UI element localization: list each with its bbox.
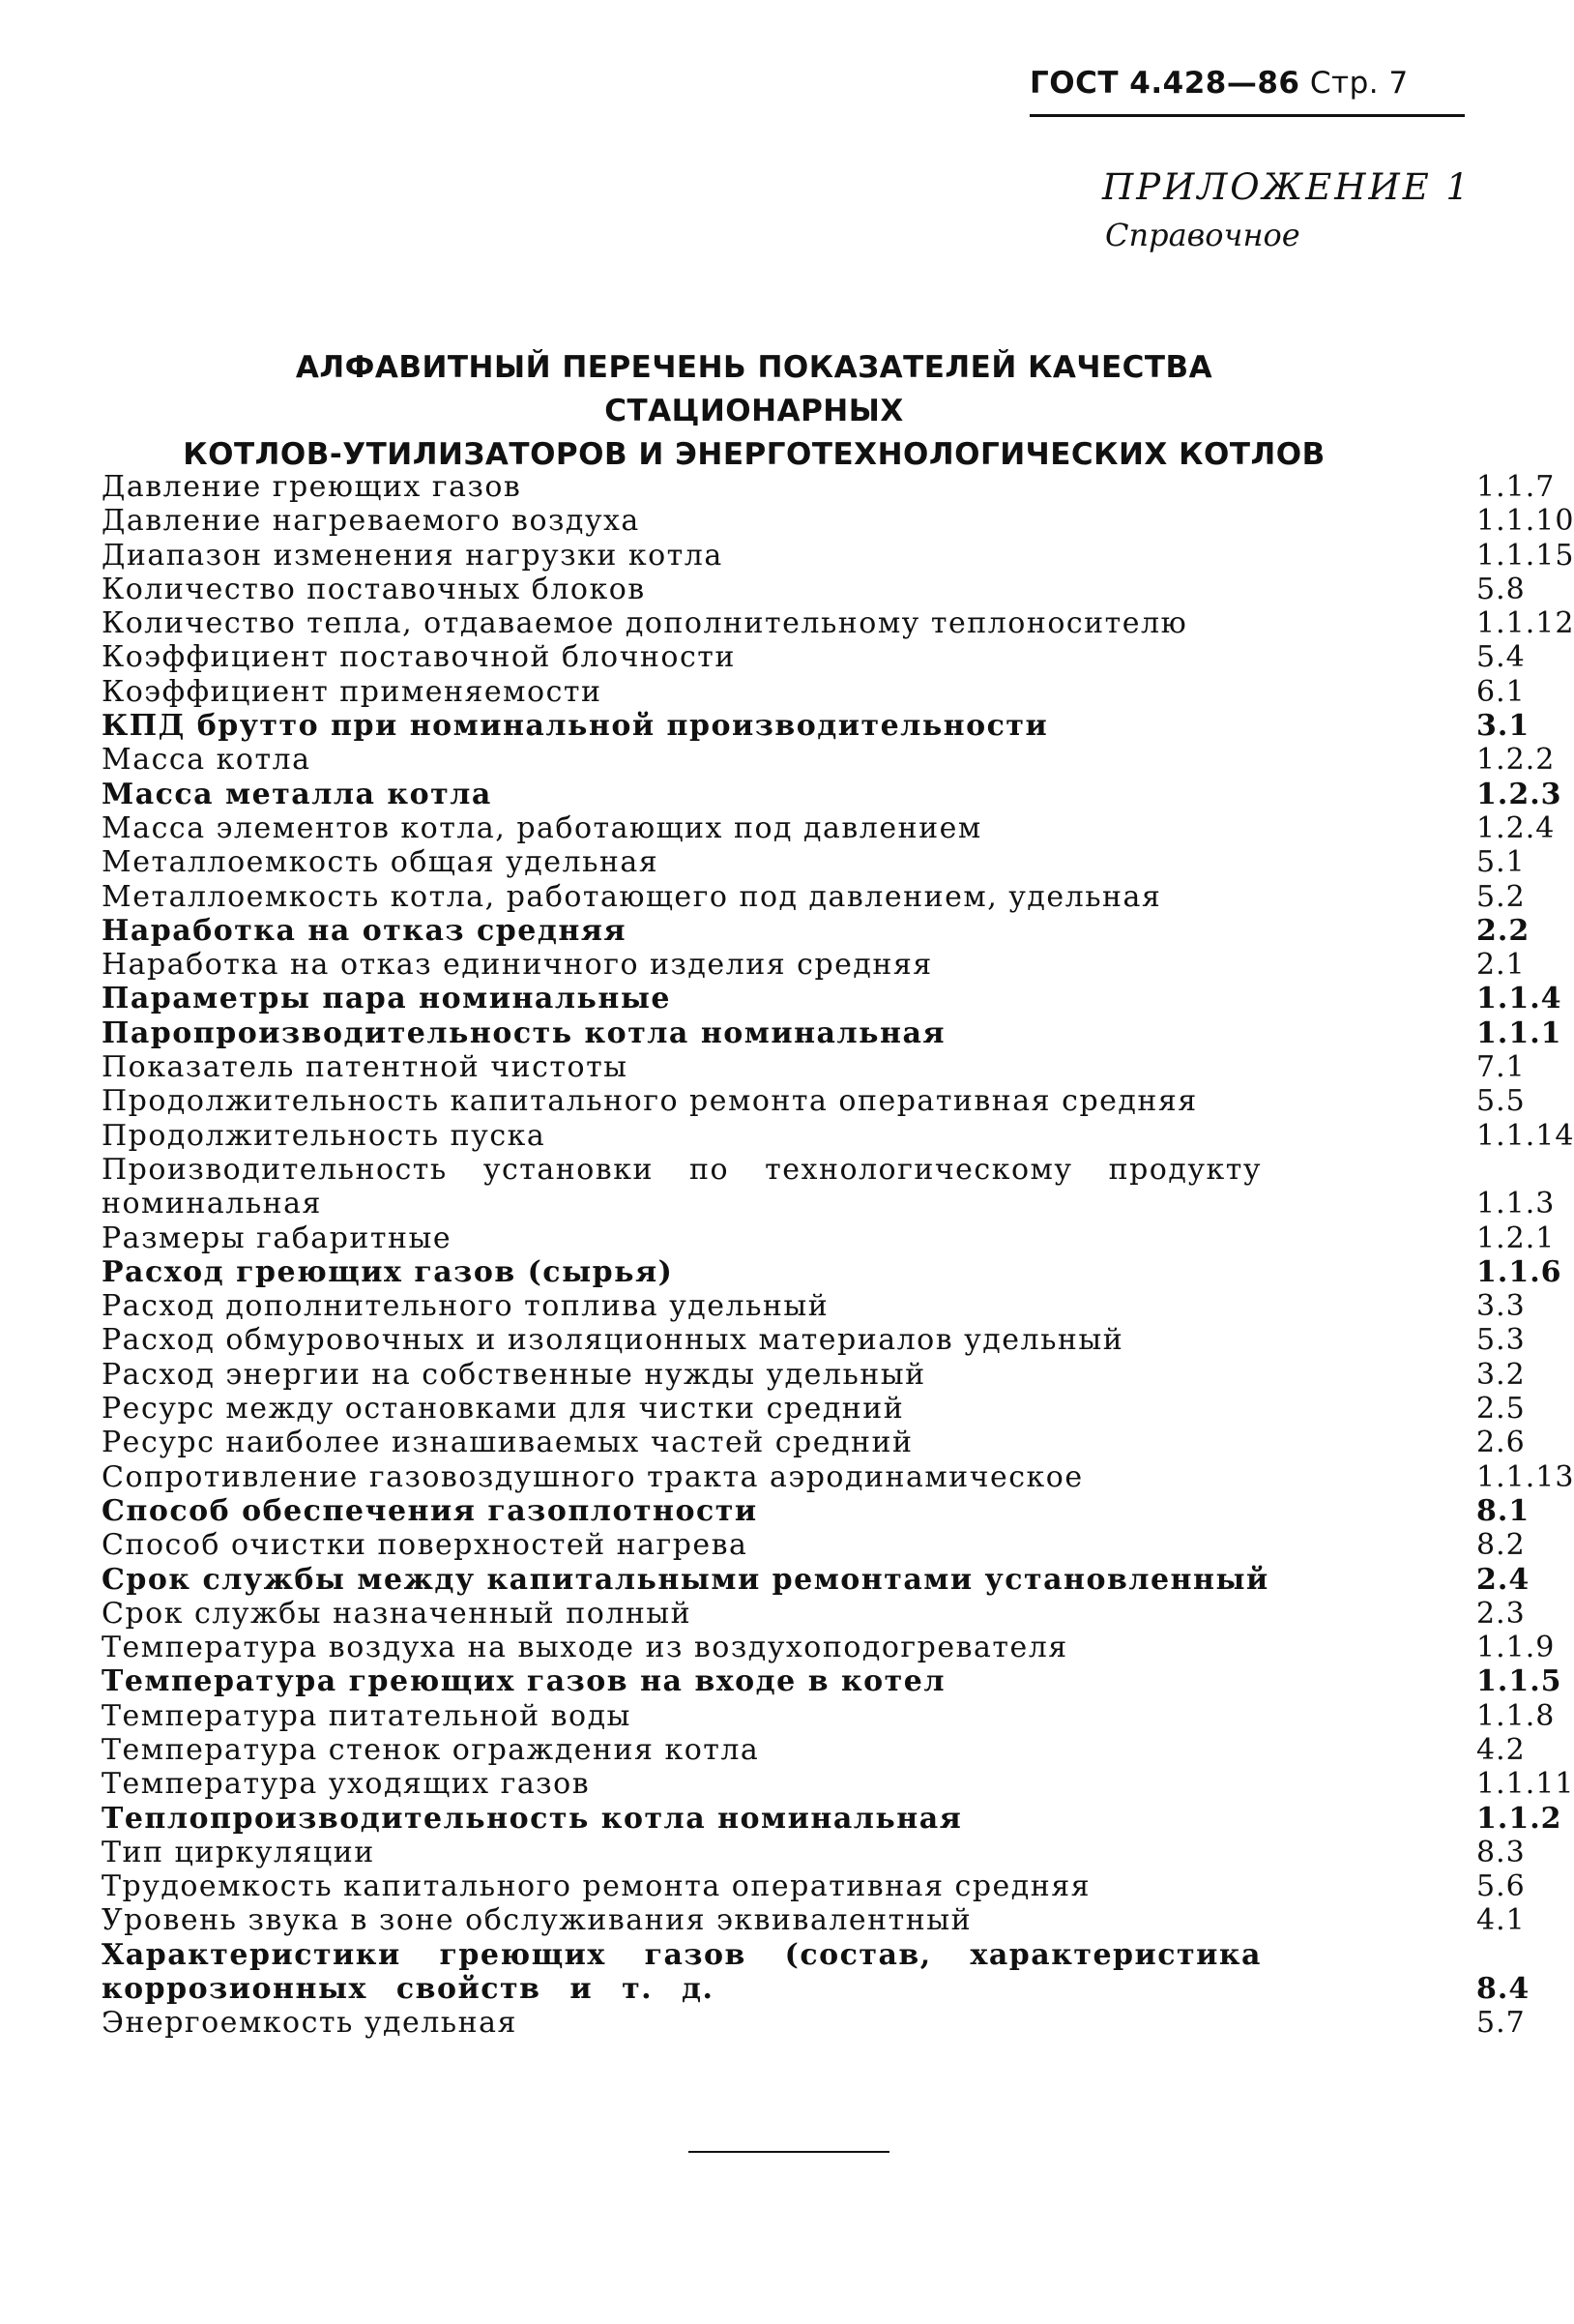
entry-term: Ресурс между остановками для чистки средний <box>102 1392 905 1427</box>
index-entry <box>102 1084 1526 1119</box>
index-list <box>102 470 1574 2041</box>
entry-term: Масса металла котла <box>102 777 492 811</box>
entry-term: Давление греющих газов <box>102 470 522 504</box>
entry-ref: 1.1.12 <box>1476 606 1574 641</box>
entry-term: Температура уходящих газов <box>102 1767 591 1802</box>
entry-term: Давление нагреваемого воздуха <box>102 504 640 539</box>
entry-ref: 5.3 <box>1476 1323 1526 1358</box>
entry-term: Продолжительность капитального ремонта оперативная средняя <box>102 1084 1198 1119</box>
index-entry <box>102 1357 1526 1392</box>
entry-term: Температура греющих газов на входе в котел <box>102 1664 946 1699</box>
entry-term: Сопротивление газовоздушного тракта аэродинамическое <box>102 1459 1084 1494</box>
index-entry <box>102 1562 1530 1597</box>
index-entry <box>102 845 1526 880</box>
index-entry <box>102 982 1562 1016</box>
index-entry <box>102 1426 1526 1460</box>
entry-ref: 1.1.3 <box>1476 1187 1556 1221</box>
index-entry <box>102 538 1574 573</box>
index-entry <box>102 1392 1526 1427</box>
entry-term: Масса элементов котла, работающих под давлением <box>102 810 982 845</box>
entry-term: Наработка на отказ единичного изделия средняя <box>102 948 933 983</box>
index-entry <box>102 1732 1526 1767</box>
entry-ref: 1.1.9 <box>1476 1631 1556 1665</box>
entry-ref: 1.1.5 <box>1476 1664 1562 1699</box>
document-title-line: АЛФАВИТНЫЙ ПЕРЕЧЕНЬ ПОКАЗАТЕЛЕЙ КАЧЕСТВА СТАЦИОНАРНЫХ <box>295 350 1213 428</box>
entry-ref: 2.6 <box>1476 1426 1526 1460</box>
index-entry <box>102 1835 1526 1869</box>
entry-term: КПД брутто при номинальной производительности <box>102 709 1049 744</box>
entry-ref: 8.4 <box>1476 1972 1530 2007</box>
index-entry <box>102 1869 1526 1904</box>
entry-ref: 5.8 <box>1476 572 1526 606</box>
index-entry <box>102 674 1526 709</box>
entry-term: Масса котла <box>102 743 311 778</box>
index-entry <box>102 913 1530 948</box>
entry-term: Температура стенок ограждения котла <box>102 1732 760 1767</box>
entry-term: Металлоемкость общая удельная <box>102 845 659 880</box>
entry-ref: 1.1.4 <box>1476 982 1562 1016</box>
entry-term: Параметры пара номинальные <box>102 982 671 1016</box>
index-entry <box>102 1596 1526 1631</box>
entry-ref: 2.3 <box>1476 1596 1526 1631</box>
index-entry <box>102 1459 1574 1494</box>
entry-ref: 4.1 <box>1476 1903 1526 1938</box>
entry-ref: 1.1.14 <box>1476 1118 1574 1153</box>
index-entry <box>102 1221 1556 1255</box>
entry-term: Расход греющих газов (сырья) <box>102 1254 674 1289</box>
entry-term: Тип циркуляции <box>102 1835 375 1869</box>
entry-ref: 3.3 <box>1476 1289 1526 1324</box>
appendix-note: Справочное <box>1105 217 1300 253</box>
entry-ref: 2.5 <box>1476 1392 1526 1427</box>
entry-term: Производительность установки по технологическому продукту номинальная <box>102 1152 1262 1221</box>
entry-term: Коэффициент применяемости <box>102 674 602 709</box>
index-entry <box>102 948 1526 983</box>
entry-ref: 1.2.1 <box>1476 1221 1556 1255</box>
entry-term: Количество поставочных блоков <box>102 572 646 606</box>
index-entry <box>102 572 1526 606</box>
index-entry <box>102 810 1556 845</box>
entry-ref: 4.2 <box>1476 1732 1526 1767</box>
entry-ref: 5.7 <box>1476 2006 1526 2041</box>
entry-ref: 2.1 <box>1476 948 1526 983</box>
entry-term: Уровень звука в зоне обслуживания эквивалентный <box>102 1903 973 1938</box>
header-rule <box>1030 114 1465 117</box>
index-entry <box>102 743 1556 778</box>
entry-term: Показатель патентной чистоты <box>102 1050 628 1085</box>
entry-term: Размеры габаритные <box>102 1221 452 1255</box>
entry-ref: 1.1.13 <box>1476 1459 1574 1494</box>
index-entry <box>102 1015 1562 1050</box>
entry-term: Расход обмуровочных и изоляционных материалов удельный <box>102 1323 1124 1358</box>
index-entry <box>102 1254 1562 1289</box>
entry-term: Паропроизводительность котла номинальная <box>102 1015 947 1050</box>
index-entry <box>102 1493 1530 1528</box>
footer-rule <box>688 2151 889 2153</box>
appendix-title: ПРИЛОЖЕНИЕ 1 <box>1102 166 1472 208</box>
entry-ref: 3.2 <box>1476 1357 1526 1392</box>
entry-term: Способ очистки поверхностей нагрева <box>102 1528 748 1563</box>
index-entry <box>102 1050 1526 1085</box>
entry-term: Трудоемкость капитального ремонта оперативная средняя <box>102 1869 1092 1904</box>
entry-term: Коэффициент поставочной блочности <box>102 640 736 675</box>
index-entry <box>102 1152 1556 1221</box>
entry-ref: 1.1.1 <box>1476 1015 1562 1050</box>
document-title <box>145 346 1363 477</box>
index-entry <box>102 470 1556 504</box>
index-entry <box>102 1767 1574 1802</box>
entry-term: Срок службы назначенный полный <box>102 1596 692 1631</box>
entry-term: Расход энергии на собственные нужды удельный <box>102 1357 926 1392</box>
entry-term: Продолжительность пуска <box>102 1118 546 1153</box>
entry-ref: 5.5 <box>1476 1084 1526 1119</box>
entry-ref: 1.2.3 <box>1476 777 1562 811</box>
entry-term: Ресурс наиболее изнашиваемых частей средний <box>102 1426 914 1460</box>
index-entry <box>102 1118 1574 1153</box>
entry-ref: 1.1.8 <box>1476 1698 1556 1733</box>
entry-ref: 1.1.7 <box>1476 470 1556 504</box>
entry-ref: 1.2.2 <box>1476 743 1556 778</box>
entry-term: Наработка на отказ средняя <box>102 913 627 948</box>
entry-term: Энергоемкость удельная <box>102 2006 517 2041</box>
index-entry <box>102 1528 1526 1563</box>
index-entry <box>102 606 1574 641</box>
entry-term: Температура воздуха на выходе из воздухоподогревателя <box>102 1631 1068 1665</box>
entry-ref: 2.2 <box>1476 913 1530 948</box>
entry-ref: 8.2 <box>1476 1528 1526 1563</box>
entry-ref: 5.6 <box>1476 1869 1526 1904</box>
entry-term: Металлоемкость котла, работающего под давлением, удельная <box>102 879 1162 914</box>
entry-ref: 3.1 <box>1476 709 1530 744</box>
index-entry <box>102 1664 1562 1699</box>
index-entry <box>102 1323 1526 1358</box>
index-entry <box>102 777 1562 811</box>
index-entry <box>102 1289 1526 1324</box>
entry-ref: 2.4 <box>1476 1562 1530 1597</box>
entry-term: Диапазон изменения нагрузки котла <box>102 538 723 573</box>
index-entry <box>102 504 1574 539</box>
entry-term: Теплопроизводительность котла номинальная <box>102 1801 963 1836</box>
entry-ref: 5.2 <box>1476 879 1526 914</box>
entry-ref: 1.1.11 <box>1476 1767 1574 1802</box>
entry-ref: 6.1 <box>1476 674 1526 709</box>
entry-term: Расход дополнительного топлива удельный <box>102 1289 830 1324</box>
entry-term: Температура питательной воды <box>102 1698 631 1733</box>
index-entry <box>102 1903 1526 1938</box>
entry-term: Способ обеспечения газоплотности <box>102 1493 758 1528</box>
entry-ref: 1.2.4 <box>1476 810 1556 845</box>
entry-term: Характеристики греющих газов (состав, характеристика коррозионных свойств и т. д. <box>102 1937 1262 2007</box>
entry-ref: 5.1 <box>1476 845 1526 880</box>
entry-ref: 1.1.2 <box>1476 1801 1562 1836</box>
page-number: Стр. 7 <box>1309 66 1409 101</box>
entry-term: Количество тепла, отдаваемое дополнительному теплоносителю <box>102 606 1188 641</box>
index-entry <box>102 1698 1556 1733</box>
entry-ref: 8.1 <box>1476 1493 1530 1528</box>
entry-ref: 5.4 <box>1476 640 1526 675</box>
entry-ref: 1.1.10 <box>1476 504 1574 539</box>
document-title-line: КОТЛОВ-УТИЛИЗАТОРОВ И ЭНЕРГОТЕХНОЛОГИЧЕСКИХ КОТЛОВ <box>183 437 1326 472</box>
index-entry <box>102 879 1526 914</box>
standard-number: ГОСТ 4.428—86 <box>1030 66 1300 101</box>
page-header <box>1030 66 1409 101</box>
entry-ref: 7.1 <box>1476 1050 1526 1085</box>
index-entry <box>102 1937 1530 2007</box>
index-entry <box>102 709 1530 744</box>
index-entry <box>102 640 1526 675</box>
index-entry <box>102 1801 1562 1836</box>
entry-ref: 1.1.6 <box>1476 1254 1562 1289</box>
entry-ref: 1.1.15 <box>1476 538 1574 573</box>
index-entry <box>102 1631 1556 1665</box>
index-entry <box>102 2006 1526 2041</box>
entry-ref: 8.3 <box>1476 1835 1526 1869</box>
entry-term: Срок службы между капитальными ремонтами установленный <box>102 1562 1269 1597</box>
